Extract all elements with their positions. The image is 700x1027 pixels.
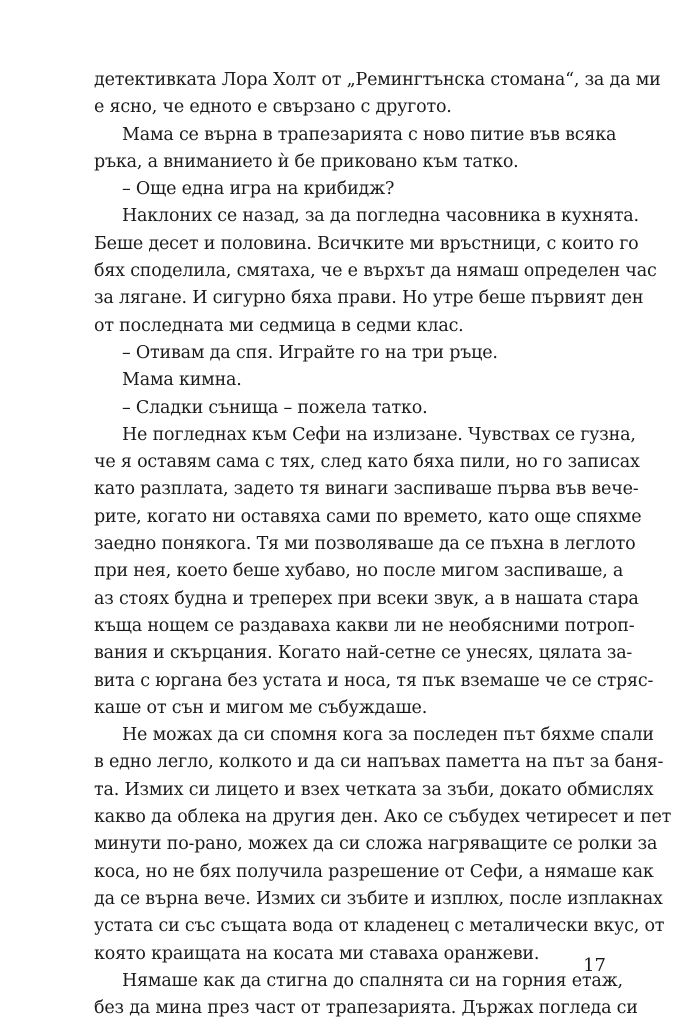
text-line: каше от сън и мигом ме събуждаше.	[94, 697, 428, 718]
text-line: детективката Лора Холт от „Ремингтънска стомана“, за да ми	[94, 70, 661, 90]
text-line: Мама се върна в трапезарията с ново питие във всяка	[122, 124, 617, 145]
text-line: вания и скърцания. Когато най-сетне се унесях, цялата за-	[94, 643, 633, 664]
text-line: от последната ми седмица в седми клас.	[94, 315, 464, 336]
page-number: 17	[583, 955, 606, 976]
text-line: е ясно, че едното е свързано с другото.	[94, 97, 452, 118]
text-line: Не можах да си спомня кога за последен път бяхме спали	[122, 725, 654, 746]
text-line: какво да облека на другия ден. Ако се събудех четиресет и пет	[94, 807, 672, 828]
text-line: – Отивам да спя. Играйте го на три ръце.	[122, 342, 498, 363]
text-line: че я оставям сама с тях, след като бяха пили, но го записах	[94, 452, 640, 473]
text-line: Наклоних се назад, за да погледна часовника в кухнята.	[122, 206, 639, 227]
text-line: бях споделила, смятаха, че е върхът да нямаш определен час	[94, 261, 657, 282]
text-line: при нея, което беше хубаво, но после мигом заспиваше, а	[94, 561, 624, 582]
text-line: рите, когато ни оставяха сами по времето, като още спяхме	[94, 506, 642, 527]
text-line: да се върна вече. Измих си зъбите и изплюх, после изплакнах	[94, 888, 663, 909]
text-line: за лягане. И сигурно бяха прави. Но утре беше първият ден	[94, 288, 644, 309]
text-line: коса, но не бях получила разрешение от Сефи, а нямаше как	[94, 861, 654, 882]
text-line: в едно легло, колкото и да си напъвах паметта на път за баня-	[94, 752, 664, 773]
text-line: Не погледнах към Сефи на излизане. Чувствах се гузна,	[122, 424, 636, 445]
text-line: вита с юргана без устата и носа, тя пък вземаше че се стряс-	[94, 670, 654, 691]
text-line: без да мина през част от трапезарията. Държах погледа си	[94, 998, 638, 1019]
text-line: къща нощем се раздаваха какви ли не необясними потроп-	[94, 615, 635, 636]
text-line: Нямаше как да стигна до спалнята си на горния етаж,	[122, 970, 623, 991]
text-line: аз стоях будна и треперех при всеки звук, а в нашата стара	[94, 588, 639, 609]
text-line: – Сладки сънища – пожела татко.	[122, 397, 428, 418]
text-line: Беше десет и половина. Всичките ми връстници, с които го	[94, 233, 639, 254]
text-line: Мама кимна.	[122, 370, 242, 391]
text-line: която краищата на косата ми ставаха оранжеви.	[94, 943, 540, 964]
text-line: ръка, а вниманието ѝ бе приковано към татко.	[94, 151, 519, 172]
text-line: заедно понякога. Тя ми позволяваше да се пъхна в леглото	[94, 534, 636, 555]
text-line: като разплата, задето тя винаги заспиваше първа във вече-	[94, 479, 639, 500]
text-line: минути по-рано, можех да си сложа нагряващите се ролки за	[94, 834, 658, 855]
text-line: устата си със същата вода от кладенец с металически вкус, от	[94, 916, 665, 937]
text-line: та. Измих си лицето и взех четката за зъби, докато обмислях	[94, 779, 654, 800]
book-page-text	[94, 67, 672, 1022]
text-line: – Още една игра на крибидж?	[122, 179, 395, 200]
